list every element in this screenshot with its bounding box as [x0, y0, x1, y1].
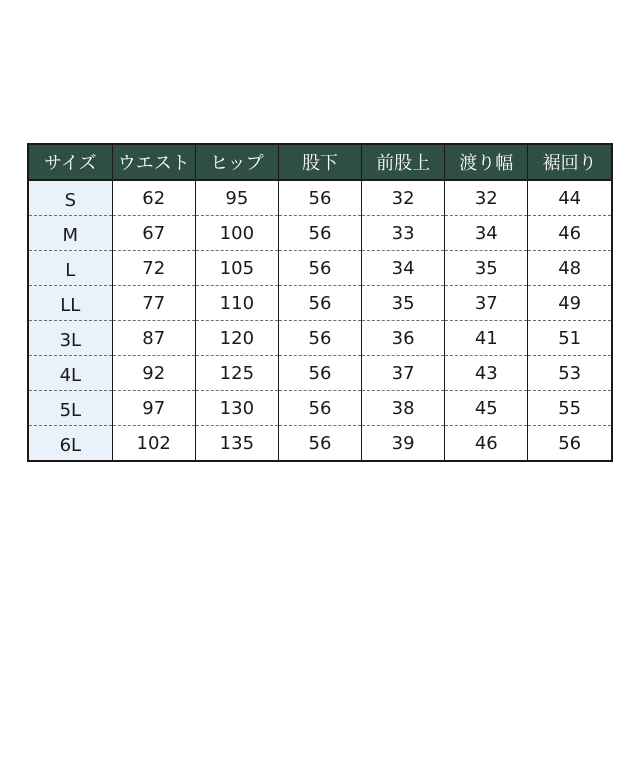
- table-row: [29, 216, 611, 251]
- thigh-width-cell: 45: [445, 391, 528, 426]
- header-hem-circumference: 裾回り: [528, 145, 611, 180]
- thigh-width-cell: 43: [445, 356, 528, 391]
- hem-cell: 55: [528, 391, 611, 426]
- front-rise-cell: 39: [362, 426, 445, 461]
- waist-cell: 92: [112, 356, 195, 391]
- front-rise-cell: 32: [362, 180, 445, 216]
- front-rise-cell: 34: [362, 251, 445, 286]
- table-row: [29, 391, 611, 426]
- size-cell: LL: [29, 286, 112, 321]
- thigh-width-cell: 35: [445, 251, 528, 286]
- thigh-width-cell: 37: [445, 286, 528, 321]
- size-cell: S: [29, 180, 112, 216]
- size-cell: M: [29, 216, 112, 251]
- hip-cell: 120: [195, 321, 278, 356]
- hem-cell: 56: [528, 426, 611, 461]
- hem-cell: 53: [528, 356, 611, 391]
- waist-cell: 77: [112, 286, 195, 321]
- table-row: [29, 321, 611, 356]
- inseam-cell: 56: [278, 251, 361, 286]
- size-cell: 4L: [29, 356, 112, 391]
- header-thigh-width: 渡り幅: [445, 145, 528, 180]
- thigh-width-cell: 46: [445, 426, 528, 461]
- hip-cell: 135: [195, 426, 278, 461]
- front-rise-cell: 38: [362, 391, 445, 426]
- hem-cell: 51: [528, 321, 611, 356]
- hip-cell: 110: [195, 286, 278, 321]
- hem-cell: 49: [528, 286, 611, 321]
- table-row: [29, 426, 611, 461]
- table-row: [29, 286, 611, 321]
- table-row: [29, 180, 611, 216]
- header-front-rise: 前股上: [362, 145, 445, 180]
- table-row: [29, 251, 611, 286]
- waist-cell: 102: [112, 426, 195, 461]
- front-rise-cell: 36: [362, 321, 445, 356]
- front-rise-cell: 35: [362, 286, 445, 321]
- hem-cell: 44: [528, 180, 611, 216]
- inseam-cell: 56: [278, 426, 361, 461]
- inseam-cell: 56: [278, 391, 361, 426]
- waist-cell: 97: [112, 391, 195, 426]
- inseam-cell: 56: [278, 216, 361, 251]
- front-rise-cell: 33: [362, 216, 445, 251]
- hip-cell: 130: [195, 391, 278, 426]
- hip-cell: 105: [195, 251, 278, 286]
- front-rise-cell: 37: [362, 356, 445, 391]
- inseam-cell: 56: [278, 356, 361, 391]
- waist-cell: 62: [112, 180, 195, 216]
- waist-cell: 67: [112, 216, 195, 251]
- thigh-width-cell: 32: [445, 180, 528, 216]
- inseam-cell: 56: [278, 180, 361, 216]
- size-cell: 6L: [29, 426, 112, 461]
- hip-cell: 100: [195, 216, 278, 251]
- waist-cell: 87: [112, 321, 195, 356]
- header-inseam: 股下: [278, 145, 361, 180]
- inseam-cell: 56: [278, 321, 361, 356]
- size-cell: 3L: [29, 321, 112, 356]
- table-row: [29, 356, 611, 391]
- thigh-width-cell: 41: [445, 321, 528, 356]
- hem-cell: 46: [528, 216, 611, 251]
- header-size: サイズ: [29, 145, 112, 180]
- table-header-row: [29, 145, 611, 180]
- hip-cell: 95: [195, 180, 278, 216]
- size-cell: 5L: [29, 391, 112, 426]
- waist-cell: 72: [112, 251, 195, 286]
- thigh-width-cell: 34: [445, 216, 528, 251]
- hip-cell: 125: [195, 356, 278, 391]
- hem-cell: 48: [528, 251, 611, 286]
- header-hip: ヒップ: [195, 145, 278, 180]
- inseam-cell: 56: [278, 286, 361, 321]
- size-table: [29, 145, 611, 460]
- size-chart: [27, 143, 613, 462]
- header-waist: ウエスト: [112, 145, 195, 180]
- size-cell: L: [29, 251, 112, 286]
